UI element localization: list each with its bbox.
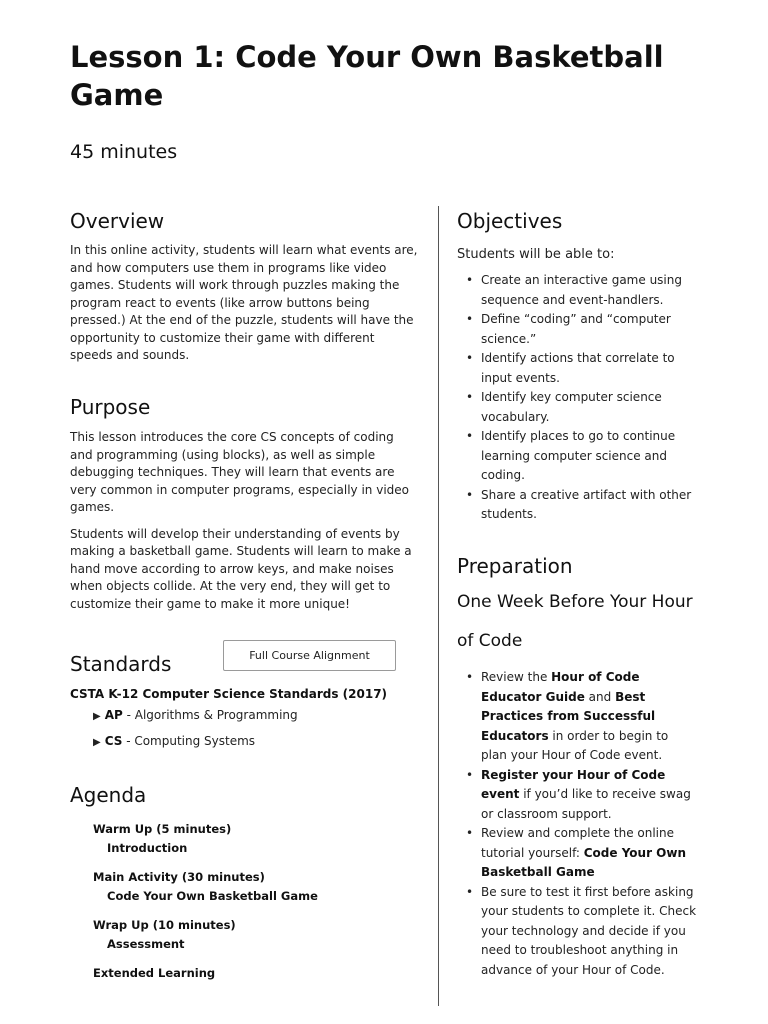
full-course-alignment-button[interactable]: Full Course Alignment (223, 640, 396, 671)
item-text: if you’d like to receive swag or classroom support. (481, 787, 691, 821)
agenda-group (93, 820, 420, 858)
overview-heading: Overview (70, 209, 165, 233)
agenda-section (70, 780, 420, 983)
agenda-item-sub[interactable]: Code Your Own Basketball Game (107, 889, 318, 903)
left-column (70, 206, 420, 980)
agenda-group (93, 964, 420, 983)
objectives-heading: Objectives (457, 209, 563, 233)
purpose-section (70, 392, 420, 613)
educator-guide-link[interactable]: Hour of Code Educator Guide (481, 670, 640, 704)
register-event-link[interactable]: Register your Hour of Code event (481, 767, 666, 801)
overview-text: In this online activity, students will learn what events are, and how computers use them in programs like video games. Students will work through puzzles making the program react to events (like arrow buttons being pressed.) At the end of the puzzle, students will have the opportunity to customize their game with different speeds and sounds. (70, 243, 418, 362)
list-item: • Create an interactive game using sequence and event-handlers. (457, 271, 697, 310)
standards-framework: CSTA K-12 Computer Science Standards (2017) (70, 687, 388, 701)
standards-heading: Standards (70, 652, 172, 676)
item-text: and (584, 689, 616, 704)
objectives-list (457, 271, 697, 525)
preparation-subheading: One Week Before Your Hour of Code (457, 592, 693, 651)
agenda-item-title[interactable]: Warm Up (5 minutes) (93, 822, 232, 836)
list-item: • Identify actions that correlate to input events. (457, 349, 697, 388)
triangle-right-icon: ▶ (93, 737, 101, 748)
agenda-heading: Agenda (70, 783, 147, 807)
objectives-section (457, 206, 697, 525)
agenda-item-sub[interactable]: Assessment (107, 937, 185, 951)
overview-section (70, 206, 420, 365)
list-item (457, 668, 697, 766)
tutorial-link[interactable]: Code Your Own Basketball Game (481, 845, 686, 879)
preparation-heading: Preparation (457, 554, 573, 578)
standard-desc: - Computing Systems (122, 734, 256, 748)
standard-item[interactable] (93, 729, 420, 755)
agenda-group (93, 916, 420, 954)
preparation-section (457, 551, 697, 980)
purpose-paragraph: Students will develop their understanding of events by making a basketball game. Students will learn to make a hand move according to arrow keys, and make noises when objects collide. At the very end, they will get to customize their game to make it more unique! (70, 526, 412, 611)
list-item: • Be sure to test it first before asking your students to complete it. Check your technology and decide if you need to troubleshoot anything in advance of your Hour of Code. (457, 883, 697, 981)
triangle-right-icon: ▶ (93, 711, 101, 722)
preparation-list (457, 668, 697, 980)
purpose-heading: Purpose (70, 395, 151, 419)
purpose-paragraph: This lesson introduces the core CS concepts of coding and programming (using blocks), as well as simple debugging techniques. They will learn that events are very common in computer programs, especially in video games. (70, 430, 409, 514)
objectives-intro: Students will be able to: (457, 247, 615, 262)
standard-item[interactable] (93, 703, 420, 729)
column-divider (438, 206, 439, 1006)
agenda-group (93, 868, 420, 906)
list-item: • Identify key computer science vocabulary. (457, 388, 697, 427)
agenda-item-title[interactable]: Extended Learning (93, 966, 216, 980)
list-item (457, 824, 697, 883)
item-text: Review and complete the online tutorial yourself: (481, 826, 674, 860)
agenda-item-title[interactable]: Main Activity (30 minutes) (93, 870, 265, 884)
best-practices-link[interactable]: Best Practices from Successful Educators (481, 689, 656, 743)
page-title: Lesson 1: Code Your Own Basketball Game (70, 40, 664, 112)
list-item: • Define “coding” and “computer science.” (457, 310, 697, 349)
item-text: Review the (481, 670, 552, 684)
list-item: • Identify places to go to continue learning computer science and coding. (457, 427, 697, 486)
agenda-item-title[interactable]: Wrap Up (10 minutes) (93, 918, 236, 932)
list-item (457, 766, 697, 825)
list-item: • Share a creative artifact with other students. (457, 486, 697, 525)
standard-code: AP (104, 708, 123, 722)
standard-code: CS (104, 734, 123, 748)
right-column (457, 206, 697, 977)
agenda-item-sub[interactable]: Introduction (107, 841, 188, 855)
standard-desc: - Algorithms & Programming (122, 708, 298, 722)
lesson-duration: 45 minutes (70, 141, 178, 163)
item-text: in order to begin to plan your Hour of Code event. (481, 728, 669, 762)
